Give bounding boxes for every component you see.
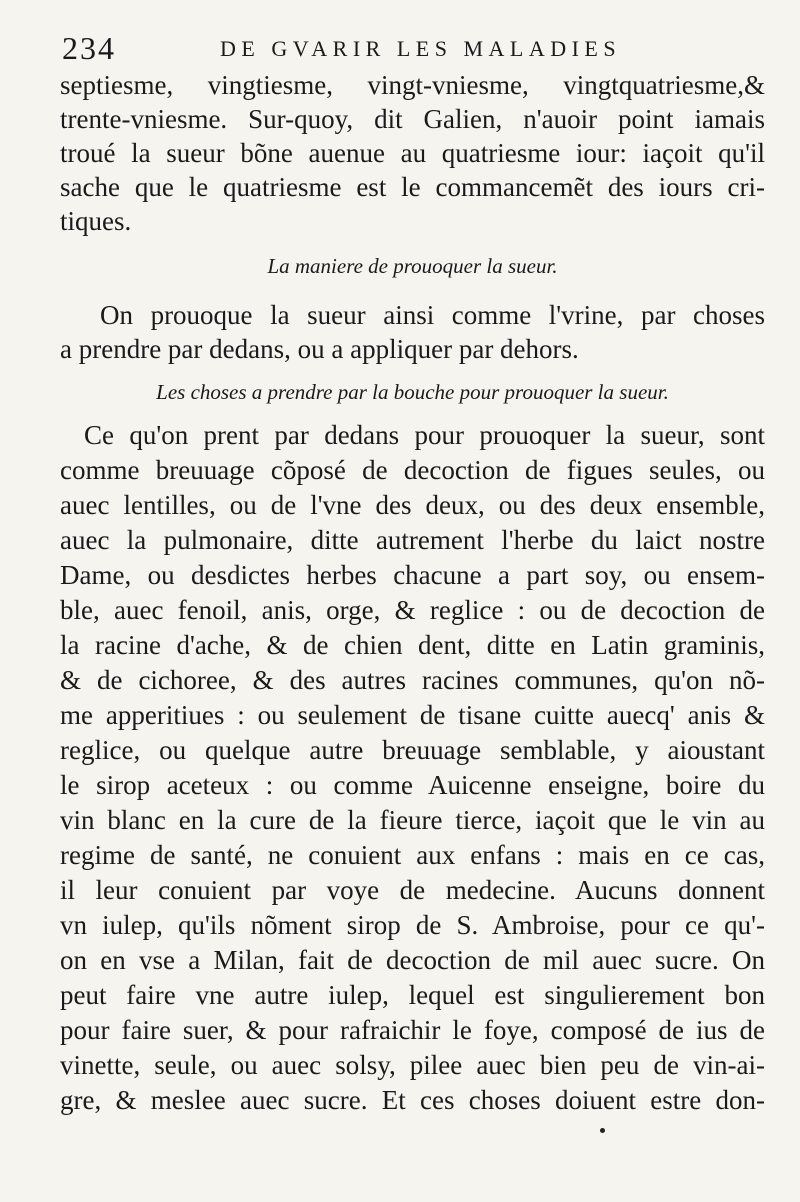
text-line: auec lentilles, ou de l'vne des deux, ou des deux ensemble, — [60, 490, 765, 520]
text-line: & de cichoree, & des autres racines communes, qu'on nõ- — [60, 665, 765, 695]
ink-speck — [600, 1128, 605, 1133]
text-line: pour faire suer, & pour rafraichir le foye, composé de ius de — [60, 1015, 765, 1045]
text-line: troué la sueur bõne auenue au quatriesme iour: iaçoit qu'il — [60, 138, 765, 168]
text-line: a prendre par dedans, ou a appliquer par dehors. — [60, 334, 579, 364]
text-line: gre, & meslee auec sucre. Et ces choses doiuent estre don- — [60, 1085, 765, 1115]
text-line: me apperitiues : ou seulement de tisane cuitte auecq' anis & — [60, 700, 765, 730]
text-line: regime de santé, ne conuient aux enfans : mais en ce cas, — [60, 840, 765, 870]
section-heading: La maniere de prouoquer la sueur. — [267, 254, 558, 278]
text-line: trente-vniesme. Sur-quoy, dit Galien, n'auoir point iamais — [60, 104, 765, 134]
text-line: la racine d'ache, & de chien dent, ditte en Latin graminis, — [60, 630, 765, 660]
page-header — [62, 30, 752, 66]
page-number: 234 — [62, 30, 116, 66]
text-line: septiesme, vingtiesme, vingt-vniesme, vingtquatriesme,& — [60, 70, 765, 100]
text-line: On prouoque la sueur ainsi comme l'vrine, par choses — [100, 300, 765, 330]
running-title: DE GVARIR LES MALADIES — [220, 36, 622, 61]
text-line: vin blanc en la cure de la fieure tierce, iaçoit que le vin au — [60, 805, 765, 835]
text-line: Ce qu'on prent par dedans pour prouoquer la sueur, sont — [84, 420, 765, 450]
text-line: vinette, seule, ou auec solsy, pilee auec bien peu de vin-ai- — [60, 1050, 765, 1080]
text-line: tiques. — [60, 206, 132, 236]
text-line: Dame, ou desdictes herbes chacune a part soy, ou ensem- — [60, 560, 765, 590]
text-line: on en vse a Milan, fait de decoction de mil auec sucre. On — [60, 945, 765, 975]
text-line: vn iulep, qu'ils nõment sirop de S. Ambroise, pour ce qu'- — [60, 910, 765, 940]
text-line: comme breuuage cõposé de decoction de figues seules, ou — [60, 455, 765, 485]
text-line: le sirop aceteux : ou comme Auicenne enseigne, boire du — [60, 770, 765, 800]
text-line: peut faire vne autre iulep, lequel est singulierement bon — [60, 980, 765, 1010]
text-line: ble, auec fenoil, anis, orge, & reglice : ou de decoction de — [60, 595, 765, 625]
text-line: sache que le quatriesme est le commancemẽt des iours cri- — [60, 172, 765, 202]
text-line: reglice, ou quelque autre breuuage semblable, y aioustant — [60, 735, 765, 765]
text-line: auec la pulmonaire, ditte autrement l'herbe du laict nostre — [60, 525, 765, 555]
text-line: il leur conuient par voye de medecine. Aucuns donnent — [60, 875, 765, 905]
section-heading: Les choses a prendre par la bouche pour prouoquer la sueur. — [156, 380, 669, 404]
